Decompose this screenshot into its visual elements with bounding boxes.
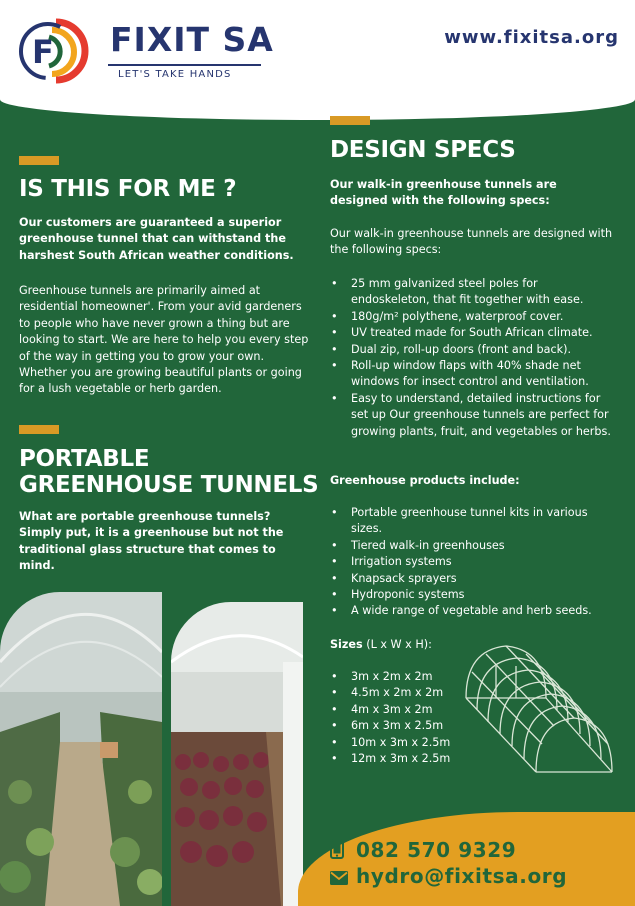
section-title-greenhouse-tunnels: GREENHOUSE TUNNELS (19, 472, 319, 498)
list-item: • Portable greenhouse tunnel kits in various sizes. (330, 505, 615, 538)
design-specs-lead: Our walk-in greenhouse tunnels are designed with the following specs: (330, 178, 557, 208)
greenhouse-tunnel-frame-icon (462, 636, 618, 774)
list-item: • Knapsack sprayers (330, 571, 615, 587)
portable-lead: What are portable greenhouse tunnels? Simply put, it is a greenhouse but not the traditional glass structure that comes to mind. (19, 510, 284, 573)
envelope-icon (330, 866, 348, 890)
accent-bar (19, 156, 59, 165)
sizes-list (330, 669, 470, 767)
sizes-label: Sizes (330, 638, 363, 651)
is-this-for-me-lead: Our customers are guaranteed a superior greenhouse tunnel that can withstand the harshest South African weather conditions. (19, 216, 294, 262)
lettuce-tunnel-photo (171, 602, 303, 906)
products-list (330, 505, 615, 620)
fixit-f-logo-icon (18, 18, 92, 84)
section-title-design-specs: DESIGN SPECS (330, 137, 516, 163)
design-specs-list (330, 276, 615, 440)
mobile-phone-icon (330, 839, 348, 864)
list-item: • Dual zip, roll-up doors (front and back). (330, 342, 615, 358)
sizes-unit: (L x W x H): (366, 638, 432, 651)
greenhouse-interior-photo (0, 592, 162, 906)
list-item: • Roll-up window flaps with 40% shade net windows for insect control and ventilation. (330, 358, 615, 391)
brand-tagline: LET'S TAKE HANDS (118, 69, 232, 80)
list-item: • 4.5m x 2m x 2m (330, 685, 470, 701)
brand-divider (108, 64, 261, 66)
accent-bar (19, 425, 59, 434)
fixit-logo[interactable] (18, 18, 274, 84)
svg-text:F: F (32, 33, 54, 71)
website-link[interactable]: www.fixitsa.org (444, 27, 619, 48)
phone-row[interactable] (330, 838, 516, 864)
list-item: • A wide range of vegetable and herb seeds. (330, 603, 615, 619)
list-item: • Easy to understand, detailed instructions for set up Our greenhouse tunnels are perfect for growing plants, fruit, and vegetables or herbs. (330, 391, 615, 440)
section-title-portable: PORTABLE (19, 446, 150, 472)
accent-bar (330, 116, 370, 125)
is-this-for-me-body: Greenhouse tunnels are primarily aimed at residential homeowner'. From your avid gardeners to people who have never grown a thing but are looking to start. We are here to help you every step of the way in getting you to grow your own. Whether you are growing beautiful plants or going for a lush vegetable or herb garden. (19, 284, 309, 396)
list-item: • Hydroponic systems (330, 587, 615, 603)
list-item: • 180g/m² polythene, waterproof cover. (330, 309, 615, 325)
list-item: • 4m x 3m x 2m (330, 702, 470, 718)
email-address: hydro@fixitsa.org (356, 864, 568, 888)
list-item: • 3m x 2m x 2m (330, 669, 470, 685)
list-item: • 6m x 3m x 2.5m (330, 718, 470, 734)
brand-name: FIXIT SA (110, 20, 274, 59)
list-item: • 12m x 3m x 2.5m (330, 751, 470, 767)
list-item: • UV treated made for South African climate. (330, 325, 615, 341)
list-item: • 25 mm galvanized steel poles for endoskeleton, that fit together with ease. (330, 276, 615, 309)
section-title-is-this-for-me: IS THIS FOR ME ? (19, 176, 237, 202)
list-item: • Irrigation systems (330, 554, 615, 570)
products-title: Greenhouse products include: (330, 474, 520, 487)
phone-number: 082 570 9329 (356, 838, 517, 862)
design-specs-intro: Our walk-in greenhouse tunnels are designed with the following specs: (330, 227, 613, 257)
list-item: • Tiered walk-in greenhouses (330, 538, 615, 554)
email-row[interactable] (330, 864, 567, 890)
list-item: • 10m x 3m x 2.5m (330, 735, 470, 751)
